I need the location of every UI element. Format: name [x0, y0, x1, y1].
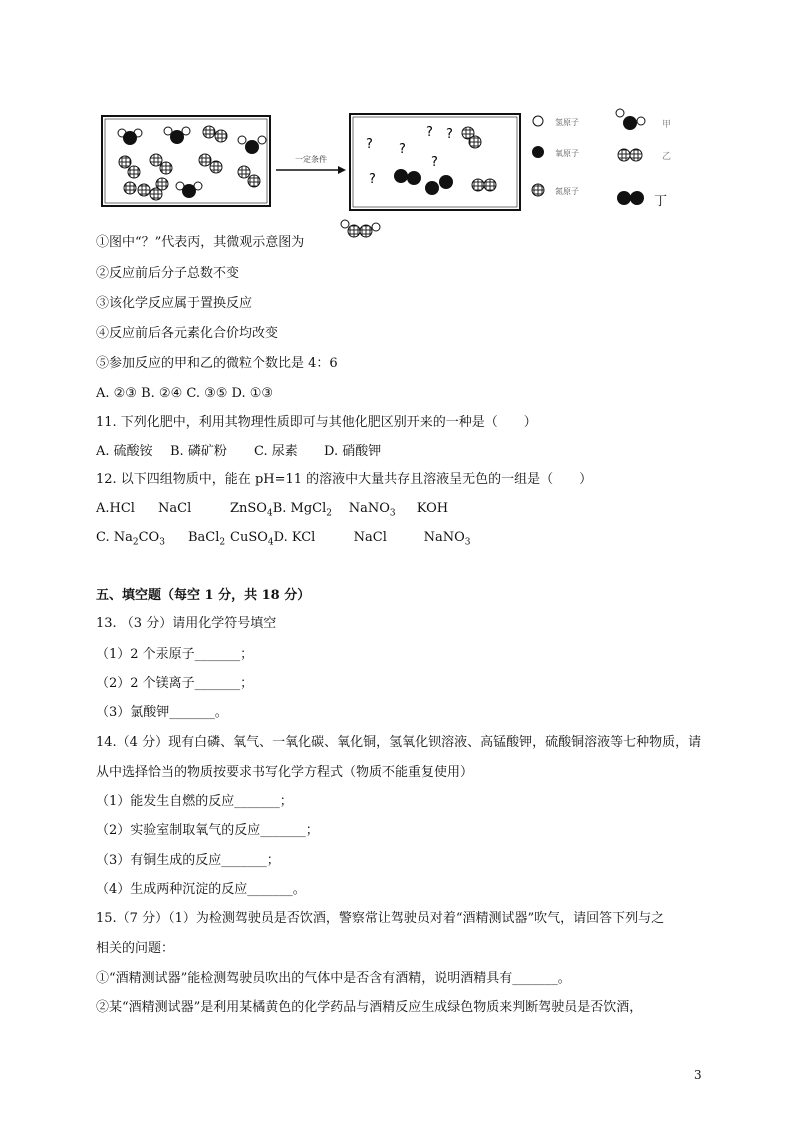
q10-statement-2: ②反应前后分子总数不变 — [96, 266, 240, 281]
question-mark: ? — [369, 172, 376, 187]
legend-atom-label: 氢原子 — [555, 118, 579, 127]
q12-b-item: B. MgCl$_2$ — [272, 501, 332, 519]
legend-atom-label: 氮原子 — [555, 187, 579, 196]
legend-molecule-label: 丁 — [654, 194, 668, 209]
after-reaction-box — [350, 114, 520, 210]
q12-d-item: D. KCl — [273, 530, 316, 545]
q15-stem-line-1: 15.（7 分）（1）为检测驾驶员是否饮酒，警察常让驾驶员对着“酒精测试器”吹气，请回答下列与之 — [96, 911, 665, 926]
q14-stem-line-2: 从中选择恰当的物质按要求书写化学方程式（物质不能重复使用） — [96, 765, 474, 780]
q14-stem-line-1: 14.（4 分）现有白磷、氧气、一氧化碳、氧化铜，氢氧化钡溶液、高锰酸钾，硫酸铜溶液等七种物质，请 — [96, 735, 702, 750]
q13-part-3: （3）氯酸钾_______。 — [96, 705, 228, 720]
question-mark: ? — [399, 142, 406, 157]
reaction-arrow — [276, 154, 346, 174]
q12-options-row-1 — [96, 500, 448, 523]
arrow-label: 一定条件 — [295, 155, 327, 164]
question-mark: ? — [366, 137, 373, 152]
legend-molecule-label: 乙 — [662, 152, 672, 162]
q12-a-item: ZnSO$_4$ — [230, 501, 273, 519]
q12-d-item: NaNO$_3$ — [423, 530, 471, 548]
atom-legend — [532, 116, 579, 196]
q11-options — [96, 443, 381, 461]
q12-b-item: KOH — [416, 501, 449, 516]
q11-option-a: A. 硫酸铵 — [96, 444, 153, 459]
q12-stem: 12. 以下四组物质中，能在 pH=11 的溶液中大量共存且溶液呈无色的一组是（ ） — [96, 472, 593, 487]
q13-part-1: （1）2 个汞原子_______； — [96, 647, 254, 662]
q10-statement-3: ③该化学反应属于置换反应 — [96, 296, 253, 311]
q11-stem: 11. 下列化肥中，利用其物理性质即可与其他化肥区别开来的一种是（ ） — [96, 415, 537, 430]
legend-atom-label: 氧原子 — [555, 149, 579, 158]
q14-part-4: （4）生成两种沉淀的反应_______。 — [96, 882, 306, 897]
q11-option-c: C. 尿素 — [254, 444, 298, 459]
q12-a-item: A.HCl — [96, 501, 135, 516]
q14-part-1: （1）能发生自燃的反应_______； — [96, 794, 293, 809]
q10-statement-1: ①图中“？”代表丙，其微观示意图为 — [96, 235, 305, 250]
q10-statement-4: ④反应前后各元素化合价均改变 — [96, 326, 279, 341]
q13-stem: 13. （3 分）请用化学符号填空 — [96, 616, 277, 631]
before-reaction-box — [102, 116, 270, 206]
section-title: 五、填空题（每空 1 分，共 18 分） — [96, 588, 311, 603]
molecule-bing-inline — [341, 220, 380, 237]
q12-a-item: NaCl — [158, 501, 192, 516]
q14-part-2: （2）实验室制取氧气的反应_______； — [96, 823, 319, 838]
q12-options-row-2 — [96, 529, 471, 552]
q11-option-b: B. 磷矿粉 — [170, 444, 227, 459]
q12-c-item: CuSO$_4$ — [230, 530, 274, 548]
q12-c-item: BaCl$_2$ — [188, 530, 226, 548]
legend-molecule-label: 甲 — [662, 120, 672, 130]
question-mark: ? — [431, 155, 438, 170]
q12-b-item: NaNO$_3$ — [348, 501, 396, 519]
q10-options: A. ②③ B. ②④ C. ③⑤ D. ①③ — [96, 386, 274, 401]
q12-d-item: NaCl — [353, 530, 387, 545]
reaction-diagram — [0, 0, 800, 240]
q15-part-1: ①“酒精测试器”能检测驾驶员吹出的气体中是否含有酒精，说明酒精具有_______。 — [96, 971, 571, 986]
q15-part-2: ②某“酒精测试器”是利用某橘黄色的化学药品与酒精反应生成绿色物质来判断驾驶员是否饮酒， — [96, 1000, 643, 1015]
q15-stem-line-2: 相关的问题： — [96, 941, 175, 956]
q11-option-d: D. 硝酸钾 — [324, 444, 382, 459]
q10-statement-5: ⑤参加反应的甲和乙的微粒个数比是 4：6 — [96, 356, 338, 371]
question-mark: ? — [446, 127, 453, 142]
page-number: 3 — [694, 1068, 702, 1082]
q13-part-2: （2）2 个镁离子_______； — [96, 676, 254, 691]
question-mark: ? — [426, 125, 433, 140]
q14-part-3: （3）有铜生成的反应_______； — [96, 853, 280, 868]
molecule-legend — [616, 109, 671, 209]
q12-c-item: C. $Na_2CO_3$ — [96, 530, 165, 548]
